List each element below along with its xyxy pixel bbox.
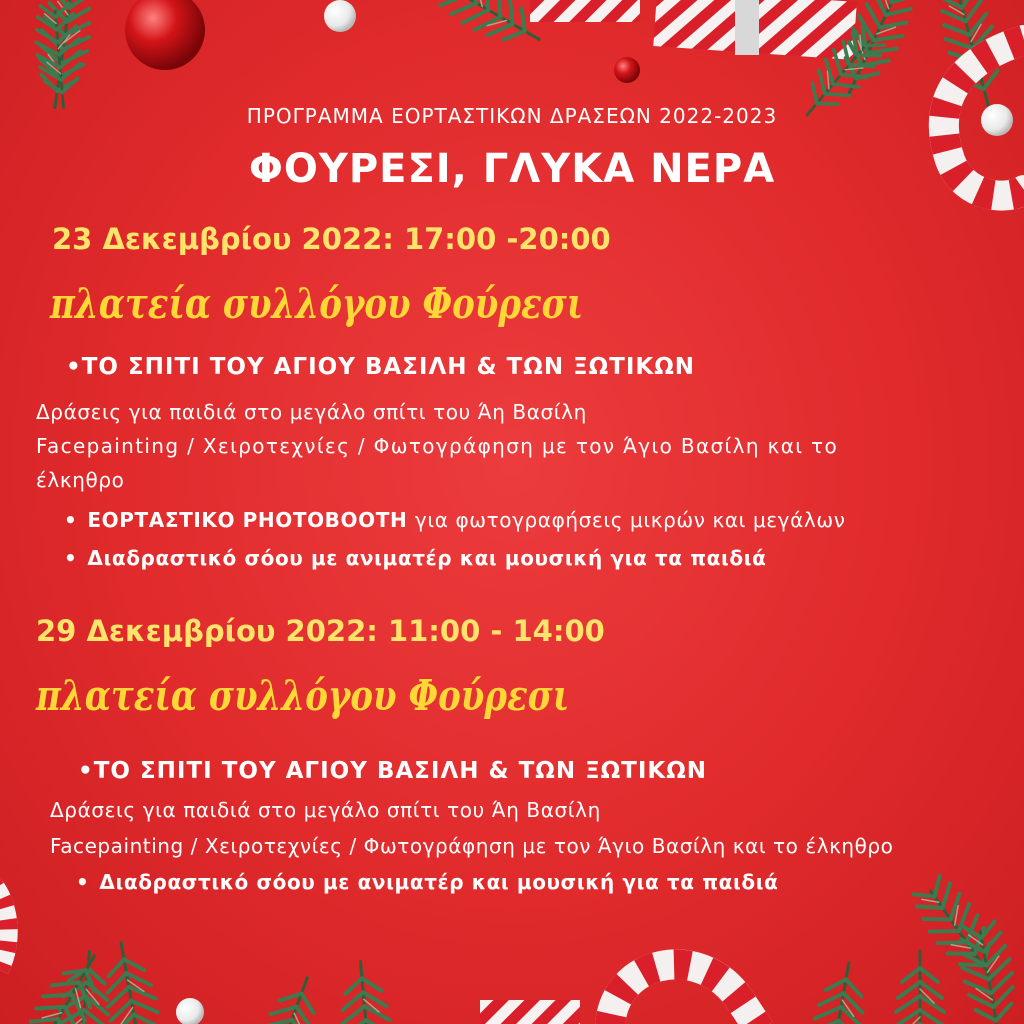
event1-description-2: Facepainting / Χειροτεχνίες / Φωτογράφηση με τον Άγιο Βασίλη και το (36, 434, 839, 458)
bullet-icon: • (78, 758, 94, 784)
bullet-icon: • (64, 508, 78, 532)
event2-bullet2-text: Διαδραστικό σόου με ανιματέρ και μουσική για τα παιδιά (99, 870, 779, 894)
bullet-icon: • (64, 546, 78, 570)
program-subtitle: ΠΡΟΓΡΑΜΜΑ ΕΟΡΤΑΣΤΙΚΩΝ ΔΡΑΣΕΩΝ 2022-2023 (246, 104, 778, 128)
event1-bullet-photobooth (64, 508, 845, 532)
event1-venue: πλατεία συλλόγου Φούρεσι (50, 279, 584, 329)
event1-description-1: Δράσεις για παιδιά στο μεγάλο σπίτι του Άη Βασίλη (36, 400, 587, 424)
event1-date: 23 Δεκεμβρίου 2022: 17:00 -20:00 (52, 222, 611, 256)
event1-bullet2-bold: ΕΟΡΤΑΣΤΙΚΟ PHOTOBOOTH (87, 508, 408, 532)
event1-bullet2-rest: για φωτογραφήσεις μικρών και μεγάλων (414, 508, 846, 532)
bullet-icon: • (66, 354, 82, 380)
bullet-icon: • (76, 870, 90, 894)
event2-description-1: Δράσεις για παιδιά στο μεγάλο σπίτι του Άη Βασίλη (50, 798, 601, 822)
event2-description-2: Facepainting / Χειροτεχνίες / Φωτογράφηση με τον Άγιο Βασίλη και το έλκηθρο (50, 834, 894, 858)
event2-date: 29 Δεκεμβρίου 2022: 11:00 - 14:00 (36, 614, 605, 648)
event1-bullet3-text: Διαδραστικό σόου με ανιματέρ και μουσική για τα παιδιά (87, 546, 767, 570)
event2-bullet-santa-house (78, 758, 707, 784)
event2-bullet-show (76, 870, 778, 894)
event1-bullet-show (64, 546, 766, 570)
event2-venue: πλατεία συλλόγου Φούρεσι (36, 671, 570, 721)
event1-description-3: έλκηθρο (36, 468, 125, 492)
location-title: ΦΟΥΡΕΣΙ, ΓΛΥΚΑ ΝΕΡΑ (248, 146, 776, 192)
event1-bullet1-text: ΤΟ ΣΠΙΤΙ ΤΟΥ ΑΓΙΟΥ ΒΑΣΙΛΗ & ΤΩΝ ΞΩΤΙΚΩΝ (81, 354, 696, 380)
event2-bullet1-text: ΤΟ ΣΠΙΤΙ ΤΟΥ ΑΓΙΟΥ ΒΑΣΙΛΗ & ΤΩΝ ΞΩΤΙΚΩΝ (93, 758, 708, 784)
event1-bullet-santa-house (66, 354, 695, 380)
